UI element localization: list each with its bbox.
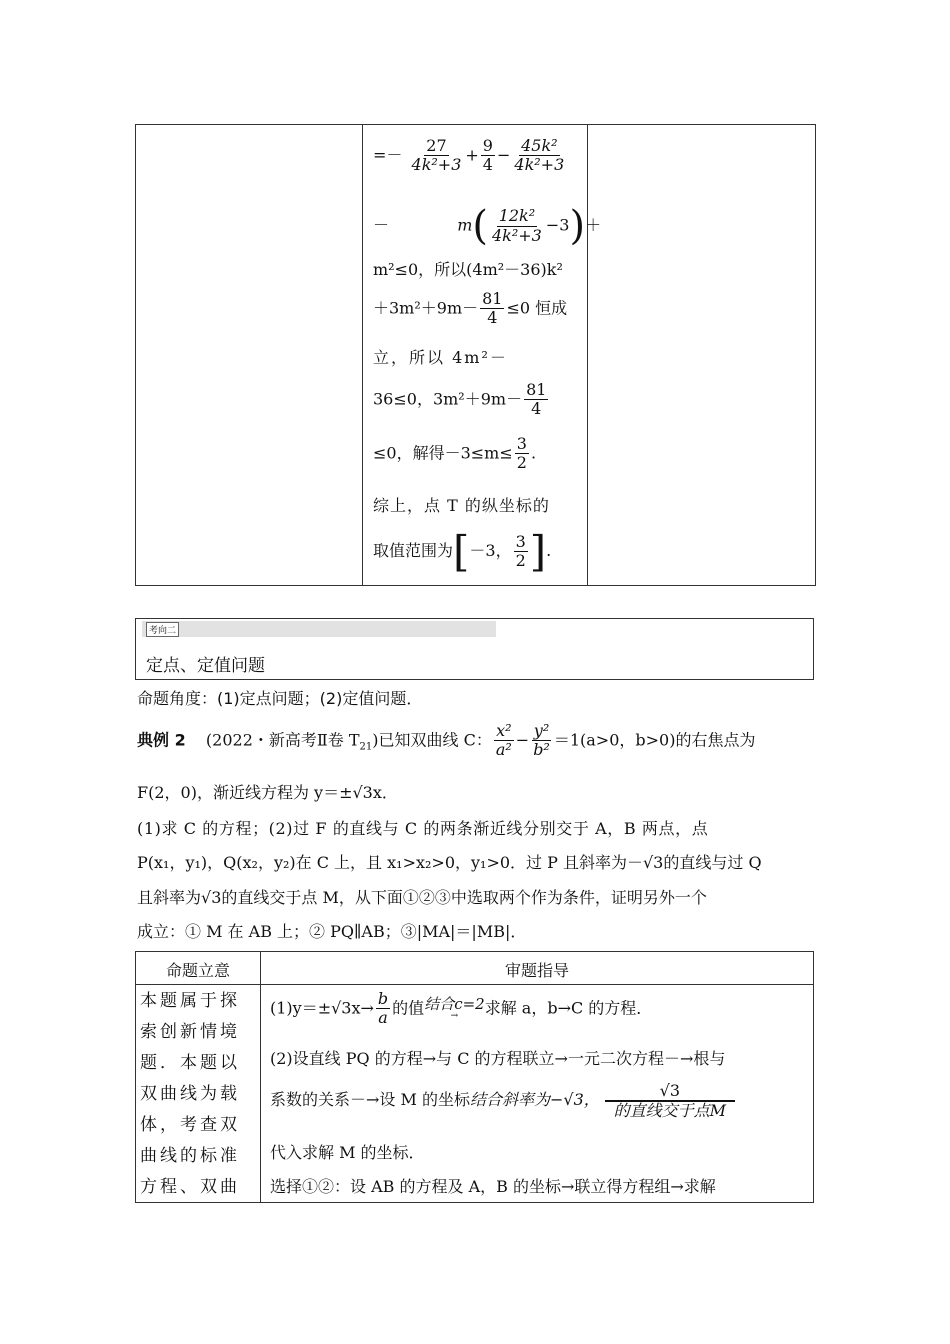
frac-num: x² [496,721,512,740]
fraction-c [512,137,566,175]
guide-line-4: 代入求解 M 的坐标． [270,1143,425,1162]
arrow-icon: → [450,1011,459,1022]
left-paren: ( [472,203,488,249]
frac-num: 3 [516,434,527,453]
frac-den: 2 [515,551,526,570]
period: . [546,541,552,560]
text: (1)y＝±√3x→ [270,998,374,1018]
text: ≤0 恒成 [506,298,568,318]
eq-prefix: =－ [373,145,403,165]
guide-line-5: 选择①②：设 AB 的方程及 A，B 的坐标→联立得方程组→求解 [270,1177,716,1196]
angle-line [137,686,422,709]
example-line-4: P(x₁，y₁)，Q(x₂，y₂)在 C 上，且 x₁>x₂>0，y₁>0．过 P 且斜率为－√3的直线与过 Q [137,853,762,872]
text: ＋3m²＋9m－ [373,298,479,318]
m-var: m [457,215,473,235]
frac-num: y² [533,721,550,740]
example-label: 典例 2 [137,730,186,750]
math-line-9 [373,527,577,576]
text: )已知双曲线 C： [372,730,492,750]
frac-den: a [378,1008,388,1028]
plus-sign: ＋ [585,215,602,235]
example-line-1 [137,722,755,760]
section-header [135,618,814,680]
intent-line: 本题属于探 [140,991,240,1011]
math-line-6 [373,381,577,419]
text: 取值范围为 [373,541,454,560]
intent-line: 体，考查双 [140,1115,240,1135]
column-divider [260,952,261,1202]
intent-cell [140,986,256,1203]
text: ＝1(a>0，b>0)的右焦点为 [553,730,756,750]
frac-num: 81 [482,289,503,308]
angle-text: 命题角度：(1)定点问题；(2)定值问题． [137,689,423,708]
example-line-3: (1)求 C 的方程；(2)过 F 的直线与 C 的两条渐近线分别交于 A，B 两点，点 [137,819,709,838]
fraction-b [481,137,495,175]
frac-den: 4 [487,308,498,328]
header-intent: 命题立意 [165,961,230,980]
section-tag-label: 考向二 [146,622,179,637]
math-line-1 [373,137,577,175]
text: 的值 [392,998,425,1018]
fraction-a [410,137,464,175]
intent-line: 方程、双曲 [140,1177,240,1197]
text: 求解 a，b→C 的方程． [484,998,653,1018]
frac-num: 45k² [521,136,558,155]
arrow-top-text: √3 [659,1081,681,1100]
long-arrow-icon [605,1100,735,1102]
frac-den: b² [533,740,550,760]
slope-label: 结合斜率为−√3， [469,1090,600,1110]
range-start: －3， [469,541,512,560]
fraction-g [515,435,529,473]
intent-line: 双曲线为载 [140,1084,240,1104]
arrow-combine-c [424,996,485,1022]
frac-num: 81 [526,380,547,399]
fraction-ba [376,990,390,1028]
header-guide: 审题指导 [504,961,569,980]
guide-line-3 [270,1082,735,1119]
frac-num: 9 [482,136,493,155]
intent-line: 索创新情境 [140,1022,240,1042]
frac-den: 4k²+3 [514,155,565,175]
guide-line-2: (2)设直线 PQ 的方程→与 C 的方程联立→一元二次方程－→根与 [270,1049,726,1068]
example-source: (2022・新高考Ⅱ卷 T [205,730,360,750]
math-line-7 [373,435,577,473]
frac-den: 4k²+3 [411,155,462,175]
frac-den: 4k²+3 [491,225,542,245]
guide-line-1 [270,990,652,1028]
frac-den: 4 [482,155,493,175]
text: ≤0，解得－3≤m≤ [373,443,513,463]
math-line-3: m²≤0，所以(4m²－36)k² [373,260,563,279]
frac-den: a² [495,740,512,760]
math-line-5: 立，所以 4m²－ [373,348,508,367]
frac-num: 3 [515,531,526,551]
fraction-e [480,290,504,328]
analysis-table [135,951,814,1203]
fraction-y [531,722,552,760]
solution-table [135,124,816,586]
frac-den: 4 [531,399,542,419]
section-tag-bar [142,621,496,637]
frac-num: 27 [426,136,447,155]
minus-three: −3 [545,215,570,235]
fraction-d [490,207,544,245]
example-line-2: F(2，0)，渐近线方程为 y＝±√3x． [137,783,398,802]
period: . [530,443,537,463]
table-header-row [136,952,813,985]
arrow-label-text: 结合c=2 [424,994,485,1013]
example-line-6: 成立：① M 在 AB 上；② PQ∥AB；③|MA|＝|MB|． [137,922,527,941]
solution-column [362,125,602,585]
right-paren: ) [569,203,586,249]
right-bracket: ] [529,527,547,576]
minus-sign: − [496,145,511,165]
minus-prefix: － [373,215,390,235]
math-line-8: 综上，点 T 的纵坐标的 [373,496,550,515]
math-line-4 [373,290,577,328]
section-title: 定点、定值问题 [146,656,265,676]
plus-sign: + [465,145,479,165]
left-bracket: [ [453,527,470,576]
fraction-f [524,381,548,419]
source-sub: 21 [359,741,373,753]
fraction-h [514,533,528,571]
frac-den: 2 [516,453,527,473]
arrow-bottom-text: 的直线交于点M [613,1100,727,1120]
minus-sign: − [515,730,530,750]
example-line-5: 且斜率为√3的直线交于点 M，从下面①②③中选取两个作为条件，证明另外一个 [137,888,707,907]
text: 系数的关系－→设 M 的坐标 [270,1090,470,1110]
math-line-2 [373,203,602,249]
fraction-x [494,722,514,760]
frac-num: b [377,989,389,1008]
arrow-intersect [605,1082,735,1119]
text: 36≤0，3m²＋9m－ [373,389,523,409]
frac-num: 12k² [498,206,536,226]
intent-line: 题．本题以 [140,1053,240,1073]
intent-line: 曲线的标准 [140,1146,240,1166]
